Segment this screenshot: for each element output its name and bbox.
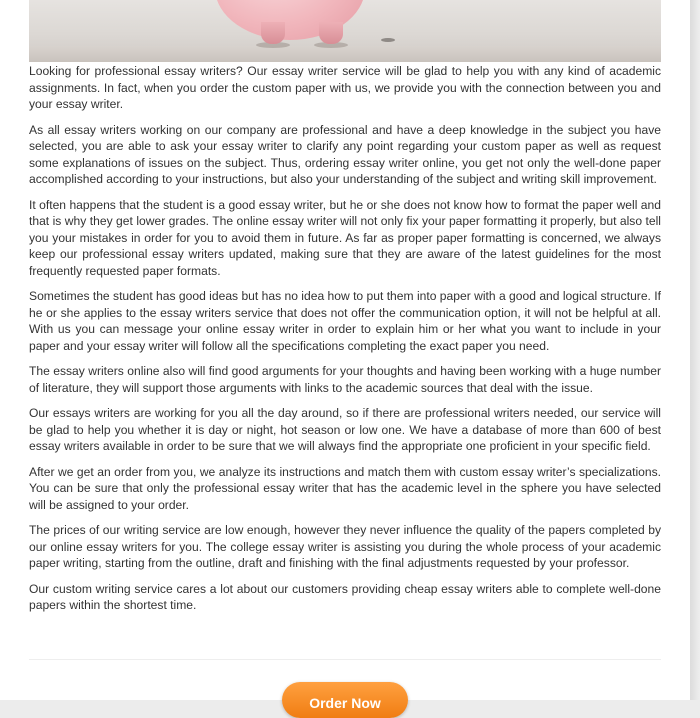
paragraph: As all essay writers working on our company are professional and have a deep knowledge in the subject you have selected, you are able to ask your essay writer to clarify any point regarding your custom paper as well as request some explanations of issues on the subject. Thus, ordering essay writer online, you get not only the well-done paper accomplished according to your instructions, but also your understanding of the subject and writing skill improvement.: [29, 122, 661, 186]
piggy-bank-leg: [261, 22, 285, 44]
paragraph: Sometimes the student has good ideas but has no idea how to put them into paper with a good and logical structure. If he or she applies to the essay writers service that does not offer the communication option, it will not be helpful at all. With us you can message your online essay writer in order to explain him or her what you want to include in your paper and your essay writer will follow all the specifications completing the exact paper you need.: [29, 289, 661, 353]
section-divider: [29, 659, 661, 660]
paragraph: The essay writers online also will find good arguments for your thoughts and having been working with a huge number of literature, they will support those arguments with links to the academic sources that deal with the issue.: [29, 364, 661, 395]
paragraph: Our essays writers are working for you all the day around, so if there are professional writers needed, our service will be glad to help you whether it is day or night, hot season or low one. We have a database of more than 600 of best essay writers available in order to be sure that we will always find the appropriate one proficient in your specific field.: [29, 406, 661, 453]
page-edge-shadow: [690, 0, 700, 700]
paragraph: Looking for professional essay writers? Our essay writer service will be glad to help you with any kind of academic assignments. In fact, when you order the custom paper with us, we provide you with the connection between you and your essay writer.: [29, 64, 661, 111]
coin: [381, 38, 395, 42]
piggy-bank-leg: [319, 22, 343, 44]
order-now-button[interactable]: Order Now: [282, 682, 408, 718]
paragraph: It often happens that the student is a good essay writer, but he or she does not know how to format the paper well and that is why they get lower grades. The online essay writer will not only fix your paper formatting it properly, but also tell you your mistakes in order for you to avoid them in future. As far as proper paper formatting is concerned, we always keep our professional essay writers updated, making sure that they are aware of the latest guidelines for the most frequently requested paper formats.: [29, 197, 661, 278]
paragraph: The prices of our writing service are low enough, however they never influence the quality of the papers completed by our online essay writers for you. The college essay writer is assisting you during the whole process of your academic paper writing, starting from the outline, draft and finishing with the final adjustments requested by your professor.: [29, 523, 661, 570]
paragraph: After we get an order from you, we analyze its instructions and match them with custom essay writer’s specializations. You can be sure that only the professional essay writer that has the academic level in the sphere you have selected will be assigned to your order.: [29, 464, 661, 512]
table-surface: [29, 46, 661, 62]
article-body: [29, 63, 661, 623]
piggy-bank-photo: [29, 0, 661, 62]
paragraph: Our custom writing service cares a lot about our customers providing cheap essay writers able to complete well-done papers within the shortest time.: [29, 581, 661, 612]
